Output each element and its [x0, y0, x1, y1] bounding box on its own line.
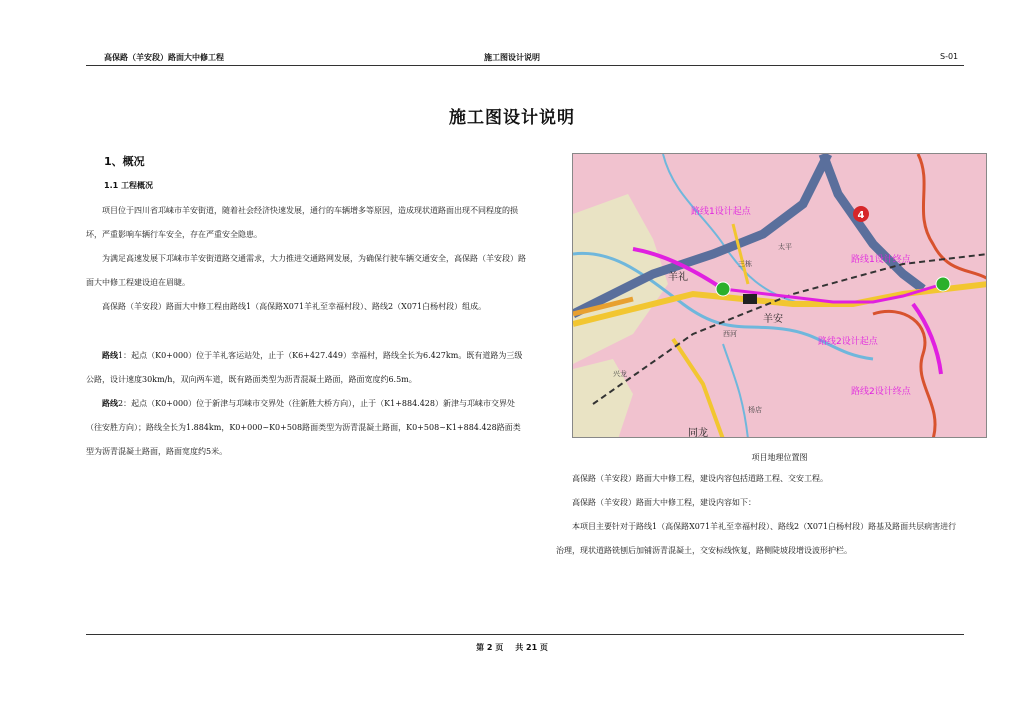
label-place4: 杨店	[748, 406, 762, 414]
paragraph-scope-3: 本项目主要针对于路线1（高保路X071羊礼至幸福村段）、路线2（X071白杨村段）路基及路面共层病害进行治理，现状道路铣刨后加铺沥青混凝土，交安标线恢复，路侧陡坡段增设波形护栏。	[556, 522, 957, 555]
footer-page-info	[0, 642, 1024, 653]
map-graphic	[573, 154, 987, 438]
paragraph-overview-2: 为满足高速发展下邛崃市羊安街道路交通需求，大力推进交通路网发展，为确保行驶车辆交通安全，高保路（羊安段）路面大中修工程建设迫在眉睫。	[86, 254, 526, 287]
junction-marker-west	[716, 282, 730, 296]
route2-label: 路线	[102, 398, 118, 408]
label-route1-start: 路线1设计起点	[691, 207, 751, 217]
road-number-text: 4	[857, 210, 865, 221]
route2-label-number: 2	[118, 399, 124, 408]
page-title: 施工图设计说明	[449, 108, 575, 128]
label-route2-start: 路线2设计起点	[818, 337, 878, 347]
section-heading: 1、概况	[104, 155, 145, 168]
paragraph-route2	[86, 391, 526, 464]
header-doc-title: 施工图设计说明	[484, 53, 540, 62]
route1-text: ：起点（K0+000）位于羊礼客运站处，止于（K6+427.449）幸福村，路线全长为6.427km。既有道路为三级公路，设计速度30km/h，双向两车道，既有路面类型为沥青混凝土路面，路面宽度约6.5m。	[86, 351, 523, 384]
label-place3: 兴龙	[613, 370, 627, 378]
label-route1-end: 路线1设计终点	[851, 255, 911, 265]
footer-rule	[86, 634, 964, 635]
paragraph-overview-1: 项目位于四川省邛崃市羊安街道，随着社会经济快速发展，通行的车辆增多等原因，造成现状道路面出现不同程度的损坏，严重影响车辆行车安全，存在严重安全隐患。	[86, 206, 518, 239]
yangan-station-icon	[743, 294, 757, 304]
label-tonglong: 同龙	[688, 428, 708, 438]
footer-page-total: 共 21 页	[515, 643, 548, 652]
header-rule	[86, 65, 964, 66]
header-project-name: 高保路（羊安段）路面大中修工程	[104, 53, 224, 62]
footer-page-number: 第 2 页	[476, 643, 504, 652]
header-sheet-number: S-01	[940, 52, 959, 61]
location-map	[572, 153, 987, 438]
paragraph-route1	[86, 343, 526, 392]
label-place5: 西河	[723, 330, 737, 338]
label-yangan: 羊安	[763, 314, 783, 325]
subsection-heading: 1.1 工程概况	[104, 181, 153, 190]
paragraph-overview-3: 高保路（羊安段）路面大中修工程由路线1（高保路X071羊礼至幸福村段）、路线2（X071白杨村段）组成。	[102, 302, 487, 311]
route1-label: 路线	[102, 350, 118, 360]
label-place2: 太平	[778, 243, 792, 251]
label-yangli: 羊礼	[668, 272, 688, 283]
junction-marker-east	[936, 277, 950, 291]
route2-text: ：起点（K0+000）位于新津与邛崃市交界处（往新胜大桥方向），止于（K1+884.428）新津与邛崃市交界处（往安胜方向）；路线全长为1.884km，K0+000~K0+508路面类型为沥青混凝土路面，K0+508~K1+884.428路面类型为沥青混凝土路面，路面宽度约5米。	[86, 399, 521, 456]
route1-label-number: 1	[118, 351, 124, 360]
label-route2-end: 路线2设计终点	[851, 387, 911, 397]
map-caption: 项目地理位置图	[751, 453, 808, 462]
paragraph-scope-2: 高保路（羊安段）路面大中修工程，建设内容如下：	[572, 498, 756, 507]
label-place1: 三栋	[738, 260, 752, 268]
paragraph-scope-1: 高保路（羊安段）路面大中修工程，建设内容包括道路工程、交安工程。	[572, 474, 828, 483]
